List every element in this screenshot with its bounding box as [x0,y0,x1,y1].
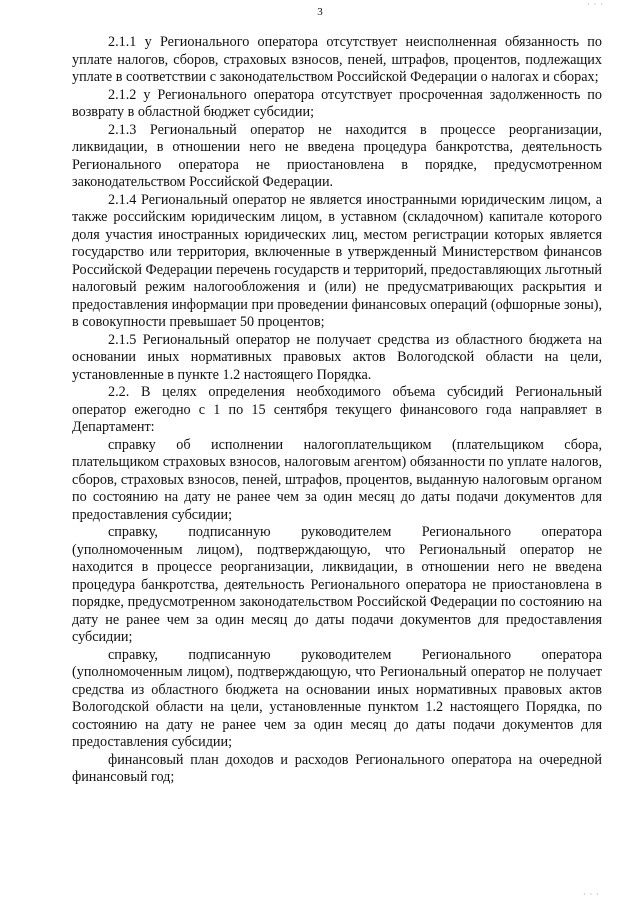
paragraph-2-1-1: 2.1.1 у Регионального оператора отсутствует неисполненная обязанность по уплате налогов, сборов, страховых взносов, пеней, штрафов, процентов, подлежащих уплате в соответствии с законодательством Российской Федерации о налогах и сборах; [72,34,602,85]
paragraph-2-1-4: 2.1.4 Региональный оператор не является иностранными юридическим лицом, а также российским юридическим лицом, в уставном (складочном) капитале которого доля участия иностранных юридических лиц, местом регистрации которых является государство или территория, включенные в утвержденный Министерством финансов Российской Федерации перечень государств и территорий, предоставляющих льготный налоговый режим налогообложения и (или) не предусматривающих раскрытия и предоставления информации при проведении финансовых операций (офшорные зоны), в совокупности превышает 50 процентов; [72,191,602,330]
paragraph-2-1-5: 2.1.5 Региональный оператор не получает средства из областного бюджета на основании иных нормативных правовых актов Вологодской области на цели, установленные в пункте 1.2 настоящего Порядка. [72,331,602,383]
list-item-tax-certificate: справку об исполнении налогоплательщиком (плательщиком сбора, плательщиком страховых взносов, налоговым агентом) обязанности по уплате налогов, сборов, страховых взносов, пеней, штрафов, процентов, выданную налоговым органом по состоянию на дату не ранее чем за один месяц до даты подачи документов для предоставления субсидии; [72,436,602,523]
document-body [72,34,602,787]
list-item-reorganization-certificate: справку, подписанную руководителем Регионального оператора (уполномоченным лицом), подтверждающую, что Региональный оператор не находится в процессе реорганизации, ликвидации, в отношении него не введена процедура банкротства, деятельность Регионального оператора не приостановлена в порядке, предусмотренном законодательством Российской Федерации по состоянию на дату не ранее чем за один месяц до даты подачи документов для предоставления субсидии; [72,524,602,645]
list-item-funding-certificate: справку, подписанную руководителем Регионального оператора (уполномоченным лицом), подтверждающую, что Региональный оператор не получает средства из областного бюджета на основании иных нормативных правовых актов Вологодской области на цели, установленные пунктом 1.2 настоящего Порядка, по состоянию на дату не ранее чем за один месяц до даты подачи документов для предоставления субсидии; [72,646,602,750]
scan-corner-mark-bottom: · · · [583,890,600,899]
page-number: 3 [317,6,323,18]
paragraph-2-1-3: 2.1.3 Региональный оператор не находится в процессе реорганизации, ликвидации, в отношении него не введена процедура банкротства, деятельность Регионального оператора не приостановлена в порядке, предусмотренном законодательством Российской Федерации. [72,121,602,190]
paragraph-2-2: 2.2. В целях определения необходимого объема субсидий Региональный оператор ежегодно с 1 по 15 сентября текущего финансового года направляет в Департамент: [72,384,602,435]
scan-corner-mark-top: · · · [587,0,604,9]
paragraph-2-1-2: 2.1.2 у Регионального оператора отсутствует просроченная задолженность по возврату в областной бюджет субсидии; [72,86,602,120]
list-item-financial-plan: финансовый план доходов и расходов Регионального оператора на очередной финансовый год; [72,751,602,785]
